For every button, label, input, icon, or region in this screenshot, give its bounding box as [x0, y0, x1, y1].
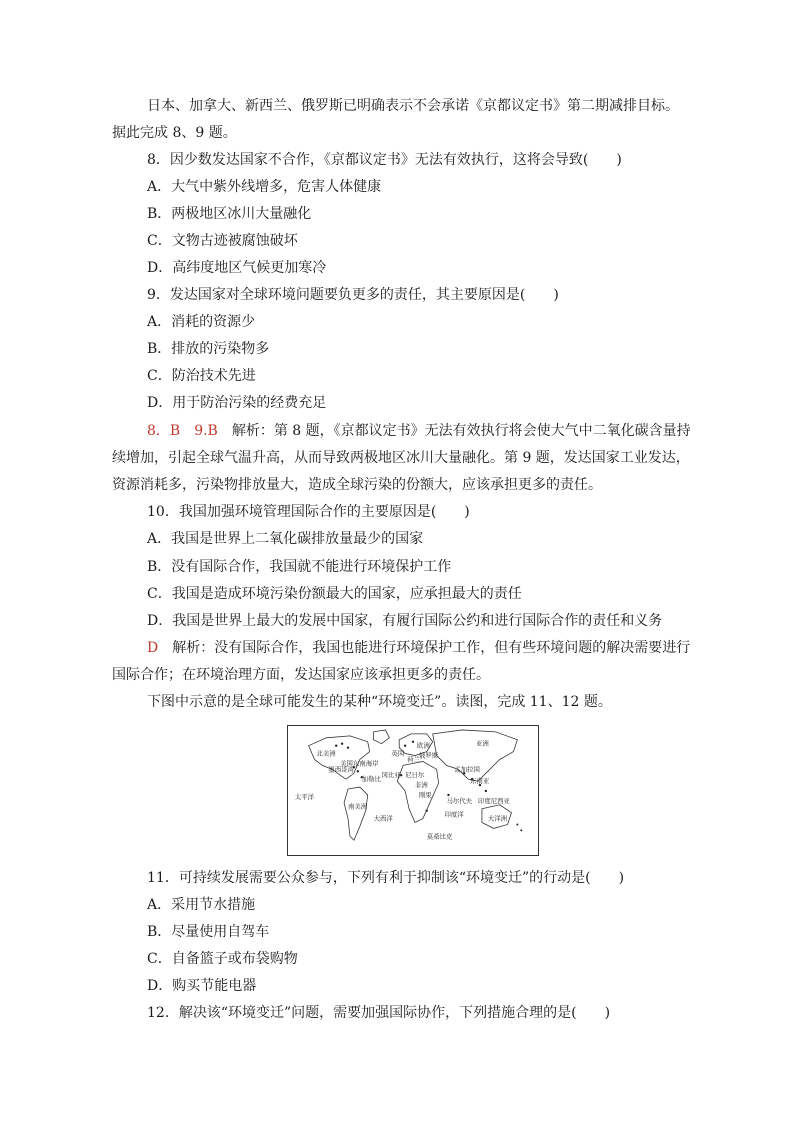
map-label: 亚洲: [476, 739, 489, 748]
greenland-shape: [374, 730, 390, 744]
q10-option-b: B．没有国际合作，我国就不能进行环境保护工作: [147, 559, 452, 575]
q8-stem: 8．因少数发达国家不合作，《京都议定书》无法有效执行，这将会导致( ): [147, 152, 622, 168]
map-label: 莫桑比克: [426, 832, 453, 841]
q9-option-a: A．消耗的资源少: [147, 314, 256, 330]
q8-option-b: B．两极地区冰川大量融化: [147, 206, 312, 222]
intro-line-2: 据此完成 8、9 题。: [112, 125, 237, 141]
map-label: 俄罗斯: [418, 751, 439, 760]
analysis-8-9-line-3: 资源消耗多，污染物排放量大，造成全球污染的份额大，应该承担更多的责任。: [112, 477, 602, 493]
analysis-8-9-line-1: 8．B 9.B 解析：第 8 题，《京都议定书》无法有效执行将会使大气中二氧化碳含量持: [147, 423, 691, 439]
south-america-shape: [344, 787, 368, 840]
q11-option-c: C．自备篮子或布袋购物: [147, 951, 298, 967]
analysis-10-line-2: 国际合作；在环境治理方面，发达国家应该承担更多的责任。: [112, 667, 490, 683]
q10-option-c: C．我国是造成环境污染份额最大的国家，应承担最大的责任: [147, 586, 522, 602]
q10-option-d: D．我国是世界上最大的发展中国家，有履行国际公约和进行国际合作的责任和义务: [147, 613, 663, 629]
map-label: 冈比亚: [381, 771, 401, 780]
world-map-figure: [287, 725, 539, 856]
answer-8-9: 8．B 9.B: [147, 423, 218, 439]
map-label: 刚果: [418, 790, 432, 799]
map-label: 荷兰: [407, 755, 420, 764]
q10-stem: 10．我国加强环境管理国际合作的主要原因是( ): [147, 504, 470, 520]
map-label: 大洋洲: [487, 814, 508, 823]
q11-option-b: B．尽量使用自驾车: [147, 924, 270, 940]
world-map: [288, 726, 538, 855]
map-label: 孟加拉国: [454, 765, 480, 774]
map-label: 墨西哥湾: [328, 765, 354, 774]
q8-option-d: D．高纬度地区气候更加寒冷: [147, 260, 327, 276]
map-label: 北美洲: [316, 749, 336, 758]
asia-shape: [433, 730, 518, 781]
q9-option-d: D．用于防治污染的经费充足: [147, 395, 327, 411]
map-label: 欧洲: [416, 741, 430, 750]
q11-stem: 11．可持续发展需要公众参与，下列有利于抑制该“环境变迁”的行动是( ): [147, 870, 625, 886]
q9-option-c: C．防治技术先进: [147, 368, 256, 384]
map-label: 英国: [391, 749, 405, 758]
q10-option-a: A．我国是世界上二氧化碳排放量最少的国家: [147, 531, 424, 547]
map-label: 太平洋: [294, 792, 315, 801]
answer-10: D: [147, 640, 159, 656]
map-intro: 下图中示意的是全球可能发生的某种“环境变迁”。读图，完成 11、12 题。: [147, 694, 612, 710]
map-label: 尼日尔: [405, 771, 425, 780]
q9-stem: 9．发达国家对全球环境问题要负更多的责任，其主要原因是( ): [147, 287, 559, 303]
q11-option-a: A．采用节水措施: [147, 897, 256, 913]
map-label: 南美洲: [348, 802, 368, 811]
analysis-8-9-line-2: 续增加，引起全球气温升高，从而导致两极地区冰川大量融化。第 9 题，发达国家工业发达，: [112, 450, 690, 466]
map-label: 马尔代夫: [446, 796, 473, 805]
intro-line-1: 日本、加拿大、新西兰、俄罗斯已明确表示不会承诺《京都议定书》第二期减排目标。: [147, 98, 679, 114]
map-label: 东南亚: [470, 777, 490, 786]
map-label: 印度洋: [444, 810, 464, 819]
map-label: 大西洋: [373, 814, 393, 823]
map-label: 非洲: [414, 781, 428, 790]
q12-stem: 12．解决该“环境变迁”问题，需要加强国际协作，下列措施合理的是( ): [147, 1005, 611, 1021]
q8-option-c: C．文物古迹被腐蚀破坏: [147, 233, 298, 249]
analysis-10-line-1: D 解析：没有国际合作，我国也能进行环境保护工作，但有些环境问题的解决需要进行: [147, 640, 691, 656]
q9-option-b: B．排放的污染物多: [147, 341, 270, 357]
map-label: 印度尼西亚: [477, 796, 510, 805]
map-label: 加勒比: [361, 775, 381, 784]
map-label: 美国东南海岸: [340, 759, 379, 768]
q11-option-d: D．购买节能电器: [147, 978, 257, 994]
q8-option-a: A．大气中紫外线增多，危害人体健康: [147, 179, 382, 195]
